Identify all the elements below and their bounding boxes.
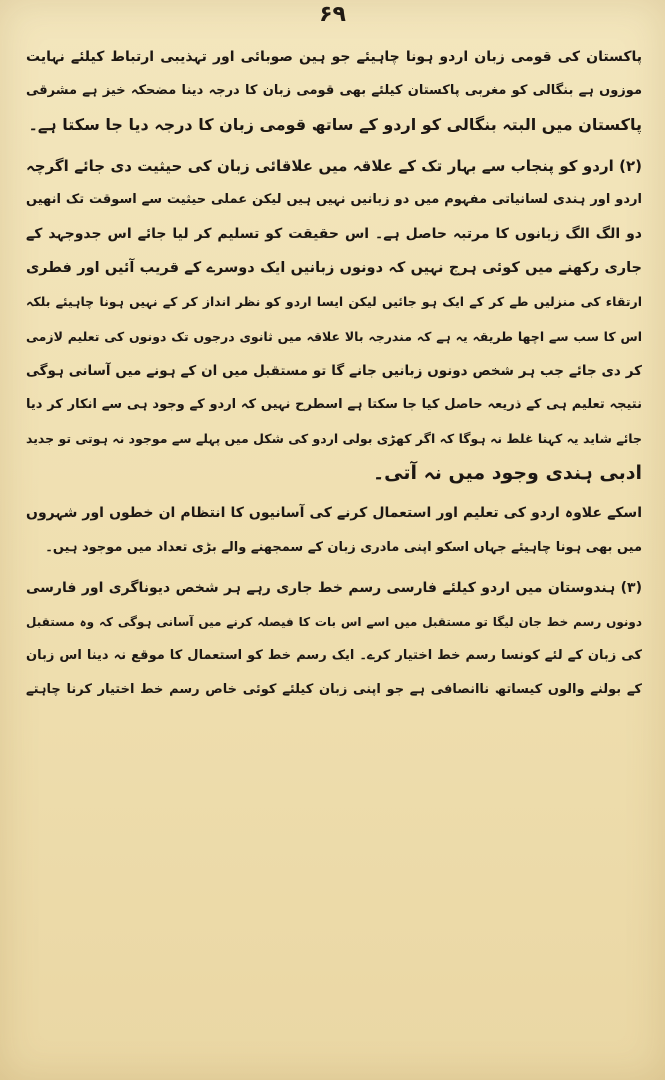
text-line: ارتقاء کی منزلیں طے کر کے ایک ہو جائیں لیکن ایسا اردو کو نظر انداز کر کے نہیں ہونا چاہیئے بلکہ [26, 294, 642, 310]
text-line: جائے شاید یہ کہنا غلط نہ ہوگا کہ اگر کھڑی بولی اردو کی شکل میں پہلے سے موجود نہ ہوتی تو جدید [26, 431, 642, 447]
text-line: پاکستان میں البتہ بنگالی کو اردو کے ساتھ قومی زبان کا درجہ دیا جا سکتا ہے۔ [28, 115, 642, 135]
text-line: اسکے علاوہ اردو کی تعلیم اور استعمال کرنے کی آسانیوں کا انتظام ان خطوں اور شہروں [26, 505, 642, 522]
text-line: دونوں رسم خط جان لیگا تو مستقبل میں اسے اس بات کا فیصلہ کرنے میں آسانی ہوگی کہ وہ مستقبل [26, 615, 642, 629]
text-line: کر دی جائے جب ہر شخص دونوں زبانیں جانے گا تو مستقبل میں ان کے ہونے میں آسانی ہوگی [26, 362, 642, 379]
text-line: نتیجہ تعلیم ہی کے ذریعہ حاصل کیا جا سکتا ہے اسطرح نہیں کہ اردو کے وجود ہی سے انکار کر دیا [26, 396, 642, 412]
text-line: میں بھی ہونا چاہیئے جہاں اسکو اپنی مادری زبان کے سمجھنے والے بڑی تعداد میں موجود ہیں۔ [45, 539, 642, 555]
text-line: کے بولنے والوں کیساتھ ناانصافی ہے جو اپنی زبان کیلئے کوئی خاص رسم خط اختیار کرنا چاہتے [26, 682, 642, 698]
text-line: اس کا سب سے اچھا طریقہ یہ ہے کہ مندرجہ بالا علاقہ میں ثانوی درجوں تک دونوں کی تعلیم لازمی [26, 328, 642, 344]
text-line: اردو اور ہندی لسانیاتی مفہوم میں دو زبانیں نہیں ہیں لیکن عملی حیثیت سے اسوقت تک انھیں [26, 191, 642, 207]
text-line: موزوں ہے بنگالی کو مغربی پاکستان کیلئے بھی قومی زبان کا درجہ دینا مضحکہ خیز ہے مشرقی [26, 83, 642, 99]
text-line: (۲) اردو کو پنجاب سے بہار تک کے علاقہ میں علاقائی زبان کی حیثیت دی جائے اگرچہ [26, 156, 642, 175]
text-line: (۳) ہندوستان میں اردو کیلئے فارسی رسم خط جاری رہے ہر شخص دیوناگری اور فارسی [26, 579, 642, 596]
text-line: پاکستان کی قومی زبان اردو ہونا چاہیئے جو ہین صوبائی اور تہذیبی ارتباط کیلئے نہایت [26, 49, 642, 65]
text-line: ادبی ہندی وجود میں نہ آتی۔ [372, 462, 642, 485]
text-line: جاری رکھنے میں کوئی ہرج نہیں کہ دونوں زبانیں ایک دوسرے کے قریب آئیں اور فطری [26, 260, 642, 277]
text-line: دو الگ الگ زبانوں کا مرتبہ حاصل ہے۔ اس حقیقت کو تسلیم کر لیا جائے اس جدوجہد کے [26, 225, 642, 242]
page-body-text [26, 40, 642, 708]
page-number: ۶۹ [319, 2, 346, 27]
text-line: کی زبان کے لئے کونسا رسم خط اختیار کرے۔ ایک رسم خط کو استعمال کا موقع نہ دینا اس زبان [26, 648, 642, 664]
